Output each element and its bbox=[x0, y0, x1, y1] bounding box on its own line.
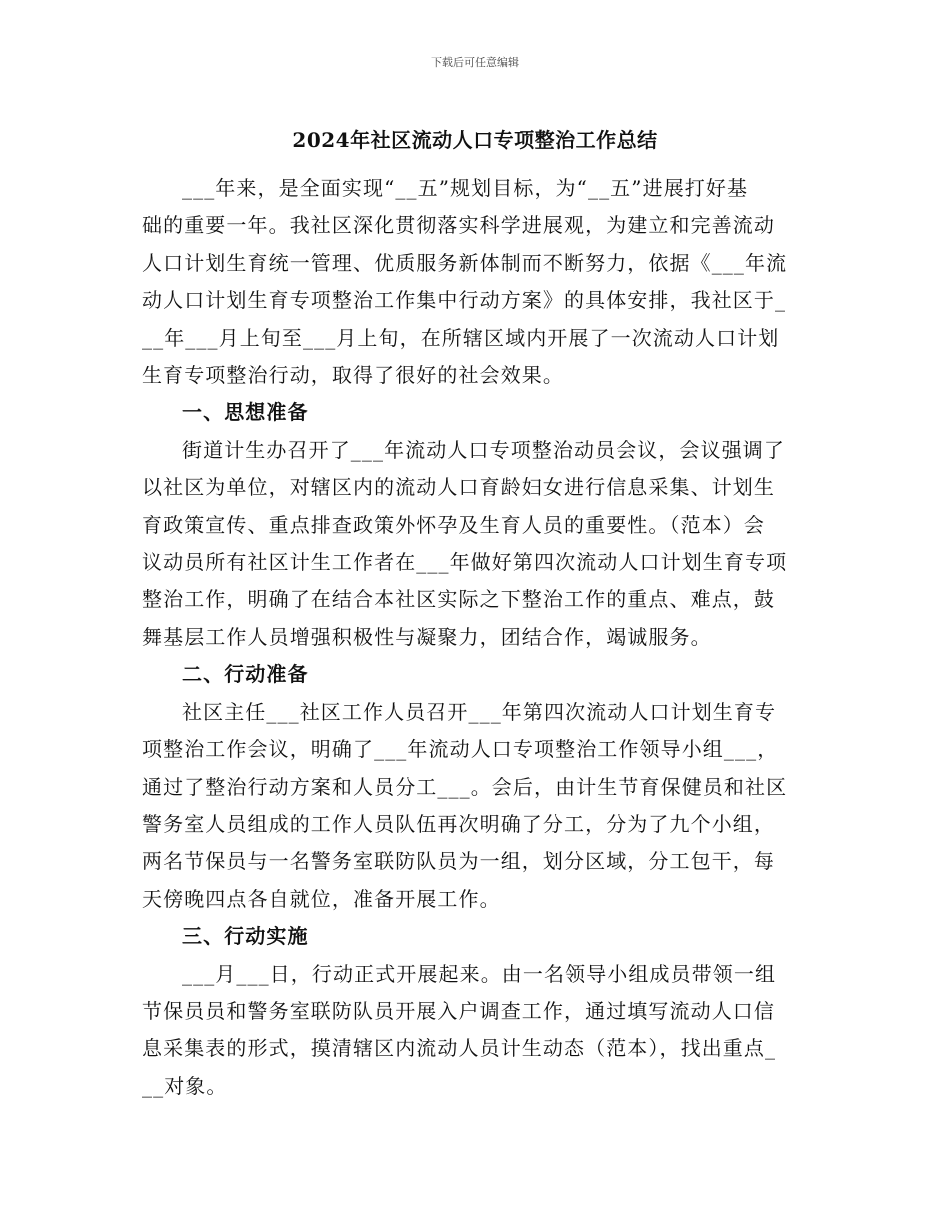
paragraph-line: 育政策宣传、重点排查政策外怀孕及生育人员的重要性。（范本）会 bbox=[142, 512, 765, 537]
paragraph-line: 通过了整治行动方案和人员分工___。会后，由计生节育保健员和社区 bbox=[142, 774, 788, 799]
document-title: 2024年社区流动人口专项整治工作总结 bbox=[292, 128, 658, 152]
paragraph-line: 动人口计划生育专项整治工作集中行动方案》的具体安排，我社区于_ bbox=[142, 288, 787, 313]
intro-paragraph bbox=[142, 170, 808, 394]
paragraph-line: 整治工作，明确了在结合本社区实际之下整治工作的重点、难点，鼓 bbox=[142, 587, 775, 612]
paragraph-line: 舞基层工作人员增强积极性与凝聚力，团结合作，竭诚服务。 bbox=[142, 624, 712, 649]
section-heading-3: 三、行动实施 bbox=[182, 924, 309, 949]
page-header-note: 下载后可任意编辑 bbox=[431, 56, 519, 69]
paragraph-line: ___月___日，行动正式开展起来。由一名领导小组成员带领一组 bbox=[182, 961, 777, 986]
paragraph-line: 础的重要一年。我社区深化贯彻落实科学进展观，为建立和完善流动 bbox=[142, 213, 775, 238]
section-heading-2: 二、行动准备 bbox=[182, 662, 309, 687]
paragraph-line: 警务室人员组成的工作人员队伍再次明确了分工，分为了九个小组， bbox=[142, 811, 775, 836]
paragraph-line: __对象。 bbox=[142, 1073, 228, 1098]
section-2-paragraph bbox=[142, 694, 808, 918]
paragraph-line: 生育专项整治行动，取得了很好的社会效果。 bbox=[142, 363, 564, 388]
paragraph-line: 节保员员和警务室联防队员开展入户调查工作，通过填写流动人口信 bbox=[142, 998, 775, 1023]
section-1-paragraph bbox=[142, 432, 808, 656]
paragraph-line: 项整治工作会议，明确了___年流动人口专项整治工作领导小组___， bbox=[142, 737, 779, 762]
paragraph-line: 社区主任___社区工作人员召开___年第四次流动人口计划生育专 bbox=[182, 699, 777, 724]
paragraph-line: 两名节保员与一名警务室联防队员为一组，划分区域，分工包干，每 bbox=[142, 849, 775, 874]
paragraph-line: 街道计生办召开了___年流动人口专项整治动员会议，会议强调了 bbox=[182, 437, 785, 462]
paragraph-line: 人口计划生育统一管理、优质服务新体制而不断努力，依据《___年流 bbox=[142, 250, 788, 275]
section-3-paragraph bbox=[142, 956, 808, 1106]
paragraph-line: 议动员所有社区计生工作者在___年做好第四次流动人口计划生育专项 bbox=[142, 550, 788, 575]
paragraph-line: ___年来，是全面实现“__五”规划目标，为“__五”进展打好基 bbox=[182, 176, 749, 200]
paragraph-line: 息采集表的形式，摸清辖区内流动人员计生动态（范本），找出重点_ bbox=[142, 1036, 777, 1061]
section-heading-1: 一、思想准备 bbox=[182, 400, 309, 425]
paragraph-line: 以社区为单位，对辖区内的流动人口育龄妇女进行信息采集、计划生 bbox=[142, 475, 775, 500]
paragraph-line: 天傍晚四点各自就位，准备开展工作。 bbox=[142, 886, 501, 911]
document-body bbox=[142, 170, 808, 1105]
paragraph-line: __年___月上旬至___月上旬，在所辖区域内开展了一次流动人口计划 bbox=[142, 325, 780, 350]
